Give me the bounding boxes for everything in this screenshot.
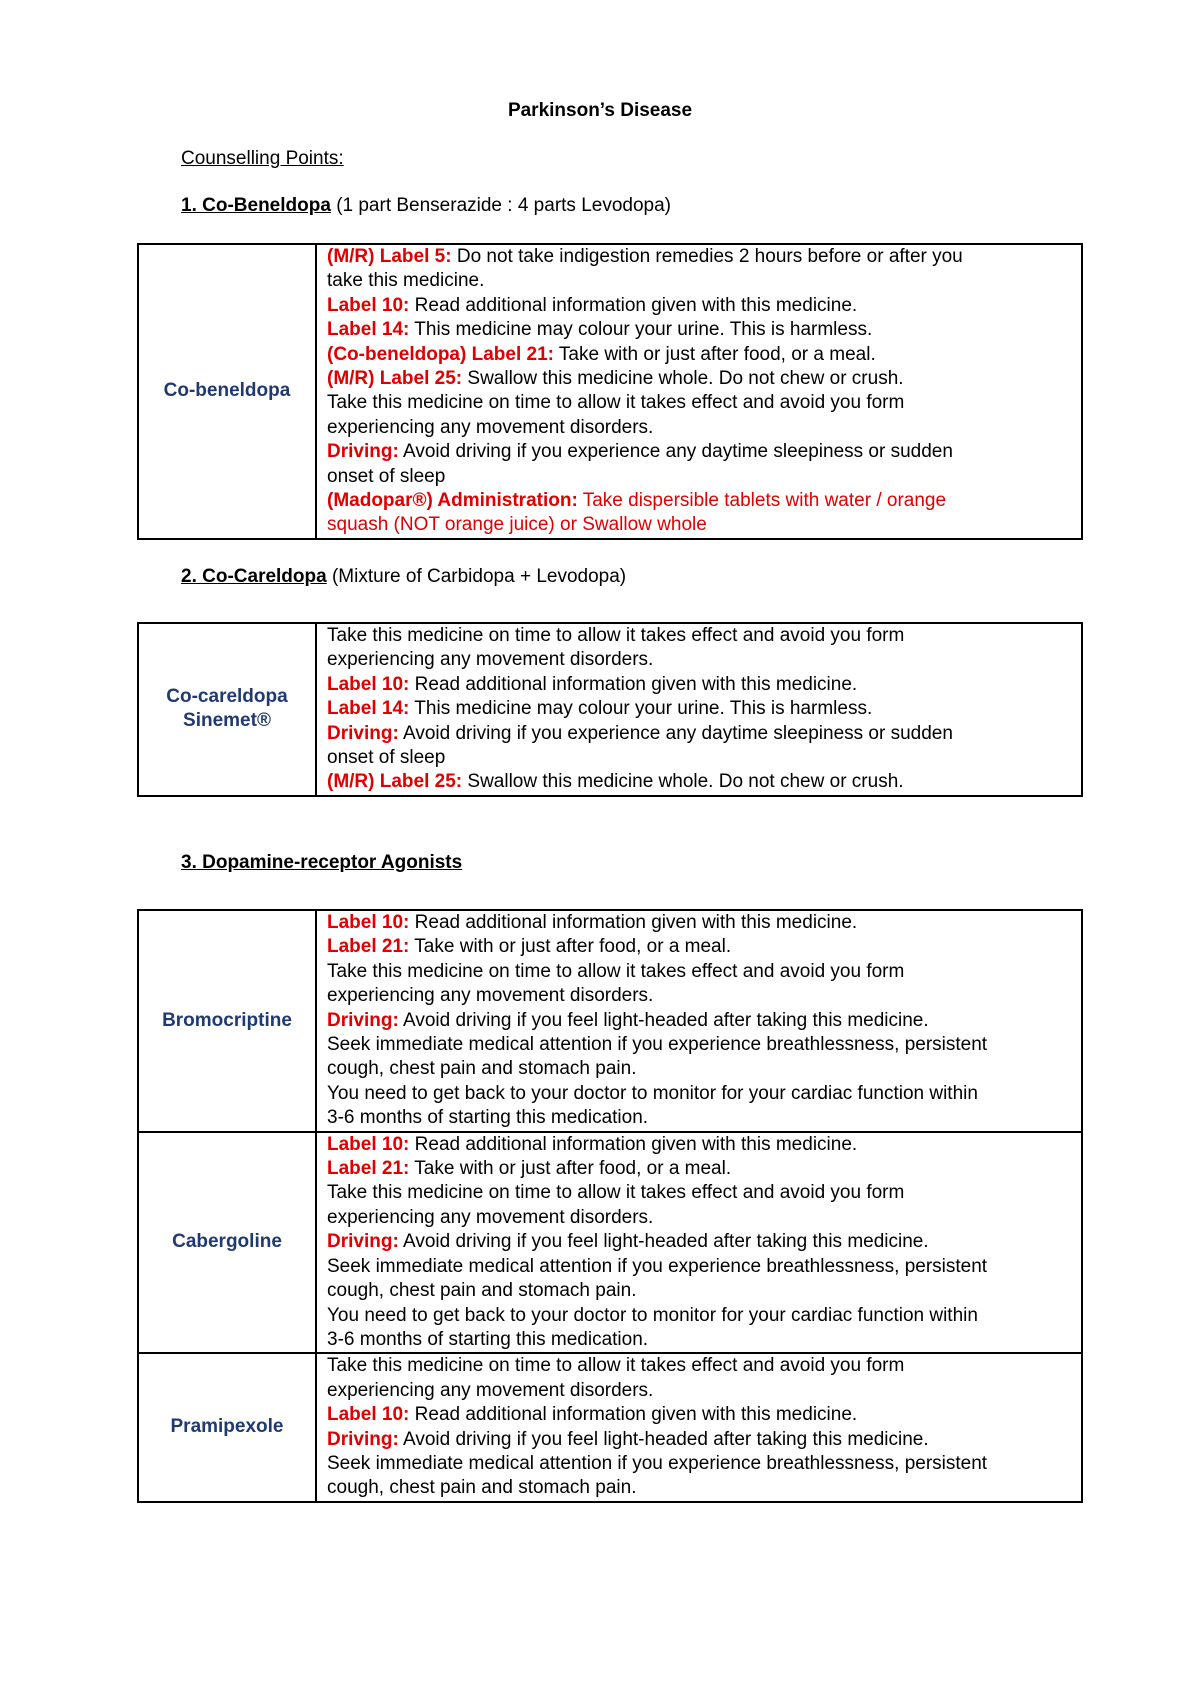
counselling-label: (M/R) Label 25:	[327, 771, 463, 793]
counselling-text: This medicine may colour your urine. This is harmless.	[409, 319, 873, 341]
drug-name: Sinemet®	[183, 710, 271, 732]
counselling-line	[327, 911, 1077, 935]
counselling-label: Label 10:	[327, 912, 410, 933]
counselling-label: Driving:	[327, 722, 399, 744]
drug-name: Co-careldopa	[166, 686, 288, 708]
drug-name: Bromocriptine	[162, 1009, 292, 1031]
counselling-line	[327, 984, 1077, 1008]
counselling-label: Driving:	[327, 1428, 399, 1450]
counselling-label: (Co-beneldopa) Label 21:	[327, 343, 554, 365]
counselling-text: This medicine may colour your urine. This is harmless.	[409, 698, 873, 720]
counselling-line	[327, 1009, 1077, 1033]
drug-name-cell	[138, 1132, 316, 1354]
table-row	[138, 1353, 1082, 1501]
counselling-text: experiencing any movement disorders.	[327, 416, 654, 438]
counselling-text: Read additional information given with this medicine.	[409, 912, 858, 933]
counselling-line	[327, 1354, 1077, 1378]
counselling-text: Avoid driving if you experience any daytime sleepiness or sudden	[398, 722, 953, 744]
drug-name-cell	[138, 1353, 316, 1501]
counselling-text: Swallow this medicine whole. Do not chew or crush.	[462, 368, 904, 390]
counselling-text: take this medicine.	[327, 270, 485, 292]
counselling-text: Read additional information given with this medicine.	[409, 1404, 858, 1426]
counselling-line	[327, 318, 1077, 342]
drug-name-cell	[138, 910, 316, 1132]
counselling-line	[327, 465, 1077, 489]
counselling-text: Take this medicine on time to allow it takes effect and avoid you form	[327, 1182, 905, 1204]
counselling-text: cough, chest pain and stomach pain.	[327, 1477, 637, 1499]
counselling-line	[327, 1033, 1077, 1057]
drug-name-cell	[138, 623, 316, 796]
counselling-label: Driving:	[327, 441, 399, 463]
counselling-line	[327, 648, 1077, 672]
counselling-line	[327, 1328, 1077, 1352]
counselling-text: Swallow this medicine whole. Do not chew or crush.	[462, 771, 904, 793]
counselling-label: Driving:	[327, 1231, 399, 1253]
counselling-label: Label 10:	[327, 1404, 410, 1426]
counselling-line	[327, 416, 1077, 440]
counselling-label: Label 10:	[327, 294, 410, 316]
section-heading-note: (1 part Benserazide : 4 parts Levodopa)	[336, 195, 671, 216]
counselling-text: onset of sleep	[327, 747, 446, 769]
counselling-text: Take this medicine on time to allow it takes effect and avoid you form	[327, 960, 905, 982]
counselling-notes-cell	[316, 623, 1082, 796]
counselling-text: Do not take indigestion remedies 2 hours before or after you	[451, 246, 963, 267]
section-heading-title: 2. Co-Careldopa	[181, 566, 327, 587]
counselling-text: Avoid driving if you feel light-headed after taking this medicine.	[398, 1231, 929, 1253]
section-heading-note: (Mixture of Carbidopa + Levodopa)	[331, 566, 627, 587]
counselling-text: Seek immediate medical attention if you experience breathlessness, persistent	[327, 1255, 988, 1277]
counselling-line	[327, 294, 1077, 318]
table-row	[138, 244, 1082, 539]
counselling-line	[327, 343, 1077, 367]
counselling-text: Avoid driving if you feel light-headed after taking this medicine.	[398, 1009, 929, 1031]
counselling-text: Take this medicine on time to allow it takes effect and avoid you form	[327, 1355, 905, 1377]
counselling-text: 3-6 months of starting this medication.	[327, 1107, 649, 1129]
counselling-line	[327, 1082, 1077, 1106]
counselling-line	[327, 1452, 1077, 1476]
counselling-text: Take with or just after food, or a meal.	[409, 1158, 732, 1180]
counselling-line	[327, 935, 1077, 959]
counselling-text: experiencing any movement disorders.	[327, 985, 654, 1007]
co-careldopa-table	[137, 622, 1083, 797]
section-heading-title: 1. Co-Beneldopa	[181, 195, 331, 216]
counselling-text: Seek immediate medical attention if you experience breathlessness, persistent	[327, 1034, 988, 1056]
counselling-label: Label 10:	[327, 673, 410, 695]
counselling-text: cough, chest pain and stomach pain.	[327, 1058, 637, 1080]
counselling-line	[327, 1133, 1077, 1157]
counselling-line	[327, 1181, 1077, 1205]
counselling-text-emphasis: Take dispersible tablets with water / orange	[577, 490, 947, 512]
counselling-text: Avoid driving if you feel light-headed after taking this medicine.	[398, 1428, 929, 1450]
counselling-text: experiencing any movement disorders.	[327, 1206, 654, 1228]
dopamine-agonists-table	[137, 909, 1083, 1503]
counselling-notes-cell	[316, 1353, 1082, 1501]
counselling-line	[327, 1428, 1077, 1452]
drug-name: Co-beneldopa	[163, 380, 291, 402]
counselling-label: Label 21:	[327, 936, 410, 958]
counselling-text: 3-6 months of starting this medication.	[327, 1328, 649, 1350]
counselling-line	[327, 1255, 1077, 1279]
counselling-notes-cell	[316, 244, 1082, 539]
counselling-line	[327, 1157, 1077, 1181]
counselling-text: You need to get back to your doctor to monitor for your cardiac function within	[327, 1082, 978, 1104]
counselling-line	[327, 513, 1077, 537]
counselling-text: Take this medicine on time to allow it takes effect and avoid you form	[327, 625, 905, 646]
counselling-line	[327, 960, 1077, 984]
counselling-line	[327, 489, 1077, 513]
counselling-line	[327, 697, 1077, 721]
counselling-line	[327, 722, 1077, 746]
counselling-text: Take with or just after food, or a meal.	[553, 343, 876, 365]
counselling-line	[327, 391, 1077, 415]
counselling-text-emphasis: squash (NOT orange juice) or Swallow whole	[327, 514, 707, 536]
table-row	[138, 910, 1082, 1132]
counselling-text: Take this medicine on time to allow it takes effect and avoid you form	[327, 392, 905, 414]
counselling-line	[327, 770, 1077, 794]
counselling-text: You need to get back to your doctor to monitor for your cardiac function within	[327, 1304, 978, 1326]
counselling-line	[327, 1304, 1077, 1328]
counselling-text: Read additional information given with this medicine.	[409, 294, 858, 316]
counselling-label: Driving:	[327, 1009, 399, 1031]
counselling-text: Take with or just after food, or a meal.	[409, 936, 732, 958]
counselling-line	[327, 1206, 1077, 1230]
page-title: Parkinson’s Disease	[507, 100, 693, 121]
counselling-line	[327, 1476, 1077, 1500]
counselling-points-subtitle: Counselling Points:	[181, 148, 344, 169]
counselling-text: experiencing any movement disorders.	[327, 649, 654, 671]
counselling-label: (M/R) Label 5:	[327, 246, 452, 267]
table-row	[138, 623, 1082, 796]
counselling-text: Read additional information given with this medicine.	[409, 1133, 858, 1155]
counselling-line	[327, 269, 1077, 293]
counselling-text: Avoid driving if you experience any daytime sleepiness or sudden	[398, 441, 953, 463]
counselling-line	[327, 673, 1077, 697]
counselling-label: Label 14:	[327, 319, 410, 341]
counselling-text: experiencing any movement disorders.	[327, 1379, 654, 1401]
section-heading-co-careldopa	[181, 566, 626, 588]
counselling-line	[327, 245, 1077, 269]
section-heading-title: 3. Dopamine-receptor Agonists	[181, 852, 463, 873]
counselling-text: Seek immediate medical attention if you experience breathlessness, persistent	[327, 1452, 988, 1474]
counselling-line	[327, 1403, 1077, 1427]
counselling-text: onset of sleep	[327, 465, 446, 487]
co-beneldopa-table	[137, 243, 1083, 540]
counselling-line	[327, 1279, 1077, 1303]
counselling-line	[327, 367, 1077, 391]
counselling-line	[327, 440, 1077, 464]
counselling-line	[327, 1379, 1077, 1403]
counselling-line	[327, 1057, 1077, 1081]
drug-name: Pramipexole	[170, 1416, 284, 1438]
counselling-label: (M/R) Label 25:	[327, 368, 463, 390]
counselling-label: (Madopar®) Administration:	[327, 490, 578, 512]
counselling-notes-cell	[316, 910, 1082, 1132]
section-heading-co-beneldopa	[181, 195, 671, 217]
counselling-text: Read additional information given with this medicine.	[409, 673, 858, 695]
counselling-line	[327, 746, 1077, 770]
drug-name: Cabergoline	[172, 1231, 282, 1253]
counselling-label: Label 10:	[327, 1133, 410, 1155]
counselling-label: Label 21:	[327, 1158, 410, 1180]
counselling-line	[327, 624, 1077, 648]
table-row	[138, 1132, 1082, 1354]
drug-name-cell	[138, 244, 316, 539]
counselling-line	[327, 1230, 1077, 1254]
counselling-notes-cell	[316, 1132, 1082, 1354]
counselling-label: Label 14:	[327, 698, 410, 720]
counselling-line	[327, 1106, 1077, 1130]
counselling-text: cough, chest pain and stomach pain.	[327, 1280, 637, 1302]
section-heading-dopamine-agonists	[181, 852, 462, 874]
